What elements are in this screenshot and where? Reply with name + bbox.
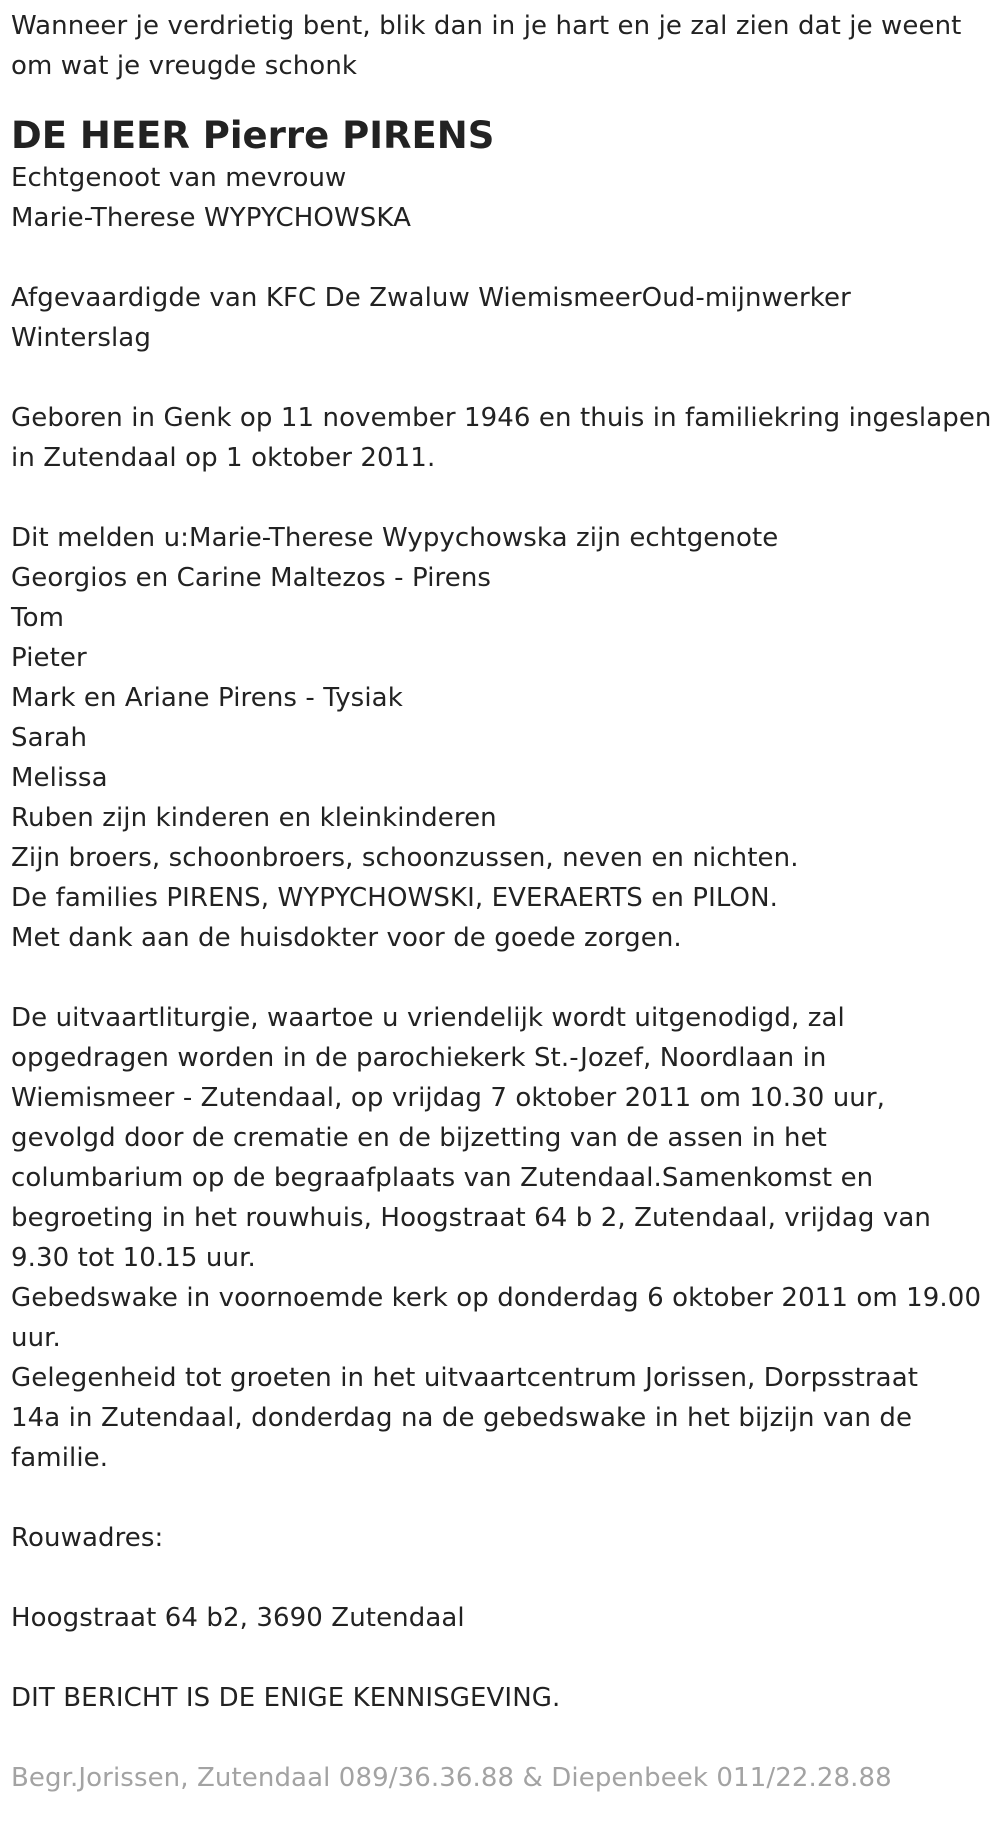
announcers-block [11,518,996,958]
notice-text: DIT BERICHT IS DE ENIGE KENNISGEVING. [11,1683,561,1713]
opening-quote [11,6,996,86]
role-line: Afgevaardigde van KFC De Zwaluw WiemismeerOud-mijnwerker [11,283,851,313]
ceremony-line: columbarium op de begraafplaats van Zutendaal.Samenkomst en [11,1163,874,1193]
announcer-line: Melissa [11,763,108,793]
announcer-line: De families PIRENS, WYPYCHOWSKI, EVERAERTS en PILON. [11,883,778,913]
announcer-line: Met dank aan de huisdokter voor de goede zorgen. [11,923,682,953]
ceremony-line: Gebedswake in voornoemde kerk op donderdag 6 oktober 2011 om 19.00 [11,1283,982,1313]
ceremony-line: 14a in Zutendaal, donderdag na de gebedswake in het bijzijn van de [11,1403,913,1433]
ceremony-line: Wiemismeer - Zutendaal, op vrijdag 7 oktober 2011 om 10.30 uur, [11,1083,886,1113]
ceremony-line: gevolgd door de crematie en de bijzetting van de assen in het [11,1123,827,1153]
mourning-address: Hoogstraat 64 b2, 3690 Zutendaal [11,1603,465,1633]
announcer-line: Pieter [11,643,87,673]
quote-line: Wanneer je verdrietig bent, blik dan in je hart en je zal zien dat je weent [11,11,962,41]
address-label: Rouwadres: [11,1523,164,1553]
spouse-line: Marie-Therese WYPYCHOWSKA [11,203,411,233]
announcer-line: Ruben zijn kinderen en kleinkinderen [11,803,497,833]
ceremony-line: familie. [11,1443,109,1473]
role-block [11,278,996,358]
announcer-line: Georgios en Carine Maltezos - Pirens [11,563,492,593]
ceremony-block [11,998,996,1478]
ceremony-line: De uitvaartliturgie, waartoe u vriendelijk wordt uitgenodigd, zal [11,1003,845,1033]
announcer-line: Tom [11,603,64,633]
spouse-line: Echtgenoot van mevrouw [11,163,347,193]
obituary-notice [11,6,996,1798]
announcer-line: Sarah [11,723,88,753]
announcer-line: Zijn broers, schoonbroers, schoonzussen, neven en nichten. [11,843,799,873]
deceased-name: DE HEER Pierre PIRENS [11,114,495,157]
funeral-home-footer: Begr.Jorissen, Zutendaal 089/36.36.88 & Diepenbeek 011/22.28.88 [11,1763,892,1793]
birth-death-line: Geboren in Genk op 11 november 1946 en thuis in familiekring ingeslapen [11,403,992,433]
birth-death-block [11,398,996,478]
announcer-line: Mark en Ariane Pirens - Tysiak [11,683,403,713]
birth-death-line: in Zutendaal op 1 oktober 2011. [11,443,436,473]
role-line: Winterslag [11,323,151,353]
spouse-block [11,158,996,238]
ceremony-line: opgedragen worden in de parochiekerk St.-Jozef, Noordlaan in [11,1043,827,1073]
ceremony-line: Gelegenheid tot groeten in het uitvaartcentrum Jorissen, Dorpsstraat [11,1363,919,1393]
ceremony-line: begroeting in het rouwhuis, Hoogstraat 64 b 2, Zutendaal, vrijdag van [11,1203,931,1233]
announcer-line: Dit melden u:Marie-Therese Wypychowska zijn echtgenote [11,523,779,553]
ceremony-line: uur. [11,1323,61,1353]
ceremony-line: 9.30 tot 10.15 uur. [11,1243,256,1273]
quote-line: om wat je vreugde schonk [11,51,358,81]
